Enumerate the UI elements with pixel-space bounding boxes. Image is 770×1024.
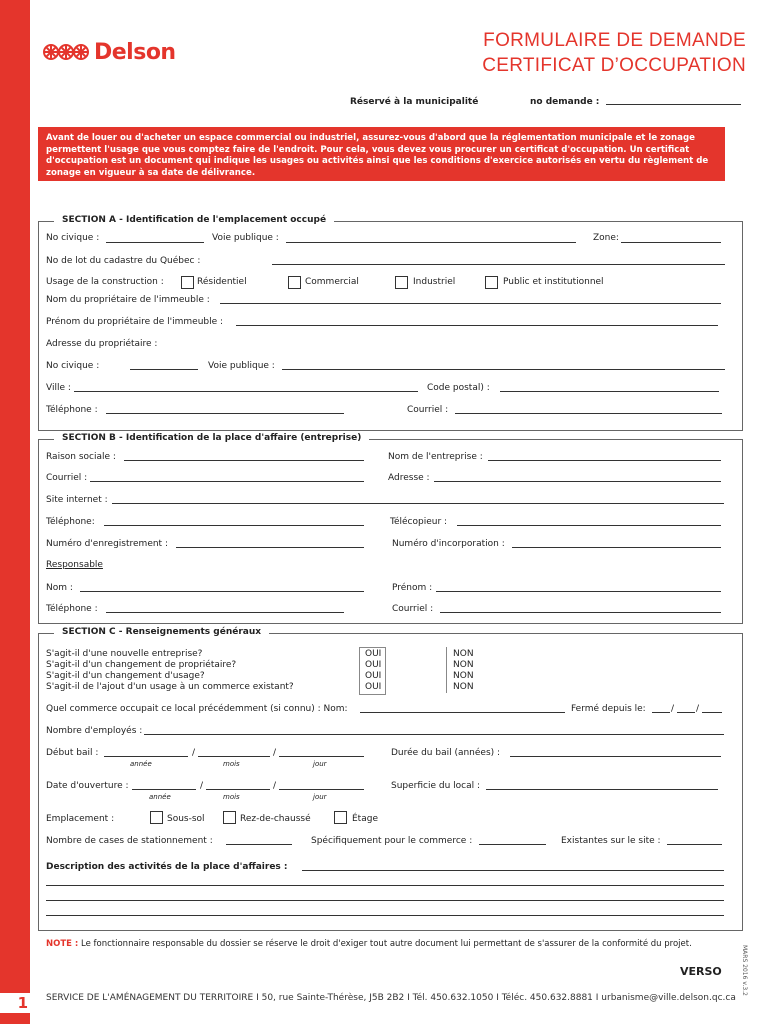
site-field[interactable]: [112, 503, 724, 504]
duree-bail-label: Durée du bail (années) :: [391, 748, 501, 758]
voie-publique-field[interactable]: [286, 242, 576, 243]
sous-sol-checkbox[interactable]: [150, 811, 163, 824]
question-2: S'agit-il d'un changement de propriétaire?: [46, 660, 237, 670]
oui-2[interactable]: OUI: [365, 660, 382, 670]
form-title-line2: CERTIFICAT D’OCCUPATION: [482, 55, 746, 76]
usage-industriel-label: Industriel: [413, 277, 456, 287]
usage-residentiel-checkbox[interactable]: [181, 276, 194, 289]
debut-bail-jour[interactable]: [279, 756, 364, 757]
cadastre-field[interactable]: [272, 264, 725, 265]
no-civique-field[interactable]: [106, 242, 204, 243]
adresse-b-field[interactable]: [434, 481, 721, 482]
ouverture-jour[interactable]: [279, 789, 364, 790]
usage-industriel-checkbox[interactable]: [395, 276, 408, 289]
note: [46, 939, 692, 949]
quel-commerce-label: Quel commerce occupait ce local précédemment (si connu) : Nom:: [46, 704, 348, 714]
nom-proprio-field[interactable]: [220, 303, 721, 304]
mois-caption: mois: [223, 760, 240, 768]
reserved-label: Réservé à la municipalité: [350, 97, 479, 107]
debut-bail-mois[interactable]: [198, 756, 270, 757]
ouverture-mois[interactable]: [206, 789, 270, 790]
etage-label: Étage: [352, 814, 378, 824]
usage-commercial-checkbox[interactable]: [288, 276, 301, 289]
rez-de-chaussee-checkbox[interactable]: [223, 811, 236, 824]
voie-publique2-label: Voie publique :: [208, 361, 275, 371]
no-enregistrement-label: Numéro d'enregistrement :: [46, 539, 168, 549]
no-incorporation-label: Numéro d'incorporation :: [392, 539, 505, 549]
section-a-title: SECTION A - Identification de l'emplacement occupé: [54, 215, 334, 225]
section-c-title: SECTION C - Renseignements généraux: [54, 627, 269, 637]
jour-caption: jour: [313, 760, 327, 768]
emplacement-label: Emplacement :: [46, 814, 115, 824]
description-line-4[interactable]: [46, 915, 724, 916]
page-number: 1: [0, 993, 30, 1013]
date-ouverture-label: Date d'ouverture :: [46, 781, 129, 791]
date-slash: /: [696, 704, 700, 714]
courriel-resp-field[interactable]: [440, 612, 721, 613]
prenom-resp-label: Prénom :: [392, 583, 433, 593]
raison-sociale-label: Raison sociale :: [46, 452, 116, 462]
brand-name: Delson: [94, 39, 176, 65]
ouverture-annee[interactable]: [132, 789, 196, 790]
cases-stationnement-field[interactable]: [226, 844, 292, 845]
prenom-proprio-label: Prénom du propriétaire de l'immeuble :: [46, 317, 224, 327]
footer-contact: SERVICE DE L'AMÉNAGEMENT DU TERRITOIRE I 50, rue Sainte-Thérèse, J5B 2B2 I Tél. 450.632.1050 I Téléc. 450.632.8881 I urbanisme@ville.delson.qc.ca: [46, 993, 736, 1003]
telecopieur-field[interactable]: [457, 525, 721, 526]
request-no-label: no demande :: [530, 97, 600, 107]
existantes-label: Existantes sur le site :: [561, 836, 661, 846]
cadastre-label: No de lot du cadastre du Québec :: [46, 256, 201, 266]
date-slash: /: [273, 748, 277, 758]
quel-commerce-field[interactable]: [360, 712, 565, 713]
section-b-box: [38, 439, 743, 624]
zone-label: Zone:: [593, 233, 619, 243]
nom-resp-label: Nom :: [46, 583, 73, 593]
prenom-proprio-field[interactable]: [236, 325, 718, 326]
existantes-field[interactable]: [667, 844, 722, 845]
question-4: S'agit-il de l'ajout d'un usage à un commerce existant?: [46, 682, 294, 692]
note-text: Le fonctionnaire responsable du dossier se réserve le droit d'exiger tout autre document lui permettant de s'assurer de la conformité du projet.: [81, 939, 692, 949]
debut-bail-label: Début bail :: [46, 748, 99, 758]
nom-resp-field[interactable]: [80, 591, 364, 592]
note-label: NOTE :: [46, 939, 79, 949]
rez-de-chaussee-label: Rez-de-chaussé: [240, 814, 311, 824]
date-slash: /: [671, 704, 675, 714]
ferme-depuis-label: Fermé depuis le:: [571, 704, 646, 714]
adresse-b-label: Adresse :: [388, 473, 430, 483]
courriel-b-field[interactable]: [90, 481, 364, 482]
non-2[interactable]: NON: [453, 660, 474, 670]
non-4[interactable]: NON: [453, 682, 474, 692]
sous-sol-label: Sous-sol: [167, 814, 205, 824]
usage-residentiel-label: Résidentiel: [197, 277, 247, 287]
jour-caption-2: jour: [313, 793, 327, 801]
debut-bail-annee[interactable]: [104, 756, 188, 757]
zone-field[interactable]: [621, 242, 721, 243]
superficie-label: Superficie du local :: [391, 781, 481, 791]
usage-public-checkbox[interactable]: [485, 276, 498, 289]
request-no-field[interactable]: [606, 104, 741, 105]
nombre-employes-label: Nombre d'employés :: [46, 726, 143, 736]
wheels-icon: [42, 42, 90, 62]
description-line-1[interactable]: [302, 870, 724, 871]
mois-caption-2: mois: [223, 793, 240, 801]
courriel-a-label: Courriel :: [407, 405, 449, 415]
usage-label: Usage de la construction :: [46, 277, 164, 287]
usage-public-label: Public et institutionnel: [503, 277, 604, 287]
oui-1[interactable]: OUI: [365, 649, 382, 659]
ville-label: Ville :: [46, 383, 71, 393]
nombre-employes-field[interactable]: [144, 734, 724, 735]
superficie-field[interactable]: [486, 789, 718, 790]
code-postal-label: Code postal) :: [427, 383, 490, 393]
annee-caption-2: année: [149, 793, 171, 801]
telephone-b-field[interactable]: [104, 525, 364, 526]
telecopieur-label: Télécopieur :: [390, 517, 448, 527]
ferme-annee-field[interactable]: [702, 712, 722, 713]
no-civique2-label: No civique :: [46, 361, 100, 371]
nom-entreprise-label: Nom de l'entreprise :: [388, 452, 483, 462]
voie-publique2-field[interactable]: [282, 369, 725, 370]
question-3: S'agit-il d'un changement d'usage?: [46, 671, 205, 681]
courriel-a-field[interactable]: [455, 413, 722, 414]
telephone-resp-field[interactable]: [106, 612, 344, 613]
date-slash: /: [273, 781, 277, 791]
question-1: S'agit-il d'une nouvelle entreprise?: [46, 649, 203, 659]
ferme-mois-field[interactable]: [677, 712, 695, 713]
non-3[interactable]: NON: [453, 671, 474, 681]
delson-logo: [42, 40, 176, 64]
telephone-b-label: Téléphone:: [46, 517, 95, 527]
telephone-resp-label: Téléphone :: [46, 604, 98, 614]
courriel-b-label: Courriel :: [46, 473, 88, 483]
section-b-title: SECTION B - Identification de la place d'affaire (entreprise): [54, 433, 369, 443]
nom-proprio-label: Nom du propriétaire de l'immeuble :: [46, 295, 210, 305]
specifiquement-field[interactable]: [479, 844, 546, 845]
site-label: Site internet :: [46, 495, 108, 505]
no-enregistrement-field[interactable]: [176, 547, 364, 548]
voie-publique-label: Voie publique :: [212, 233, 279, 243]
adresse-proprio-label: Adresse du propriétaire :: [46, 339, 158, 349]
no-incorporation-field[interactable]: [512, 547, 721, 548]
date-slash: /: [200, 781, 204, 791]
etage-checkbox[interactable]: [334, 811, 347, 824]
cases-stationnement-label: Nombre de cases de stationnement :: [46, 836, 213, 846]
oui-4[interactable]: OUI: [365, 682, 382, 692]
prenom-resp-field[interactable]: [436, 591, 721, 592]
description-line-2[interactable]: [46, 885, 724, 886]
responsable-heading: Responsable: [46, 560, 103, 570]
duree-bail-field[interactable]: [510, 756, 721, 757]
telephone-a-label: Téléphone :: [46, 405, 98, 415]
left-red-bar: [0, 0, 30, 1024]
no-civique-label: No civique :: [46, 233, 100, 243]
version-note: MARS 2016 v.3.2: [741, 945, 748, 996]
courriel-resp-label: Courriel :: [392, 604, 434, 614]
raison-sociale-field[interactable]: [124, 460, 364, 461]
nom-entreprise-field[interactable]: [488, 460, 721, 461]
ferme-jour-field[interactable]: [652, 712, 670, 713]
code-postal-field[interactable]: [500, 391, 719, 392]
verso-label: VERSO: [680, 965, 722, 978]
non-1[interactable]: NON: [453, 649, 474, 659]
oui-3[interactable]: OUI: [365, 671, 382, 681]
date-slash: /: [192, 748, 196, 758]
telephone-a-field[interactable]: [106, 413, 344, 414]
description-label: Description des activités de la place d'affaires :: [46, 862, 288, 872]
form-title-line1: FORMULAIRE DE DEMANDE: [483, 30, 746, 51]
description-line-3[interactable]: [46, 900, 724, 901]
ville-field[interactable]: [74, 391, 418, 392]
warning-box: Avant de louer ou d'acheter un espace commercial ou industriel, assurez-vous d'abord que la réglementation municipale et le zonage permettent l'usage que vous comptez faire de l'endroit. Pour cela, vous devez vous procurer un certificat d'occupation. Un certificat d'occupation est un document qui indique les usages ou activités ainsi que les conditions d'exercice autorisés en vertu du règlement de zonage en vigueur à sa date de délivrance.: [38, 127, 725, 181]
annee-caption: année: [130, 760, 152, 768]
specifiquement-label: Spécifiquement pour le commerce :: [311, 836, 473, 846]
usage-commercial-label: Commercial: [305, 277, 359, 287]
no-civique2-field[interactable]: [130, 369, 198, 370]
